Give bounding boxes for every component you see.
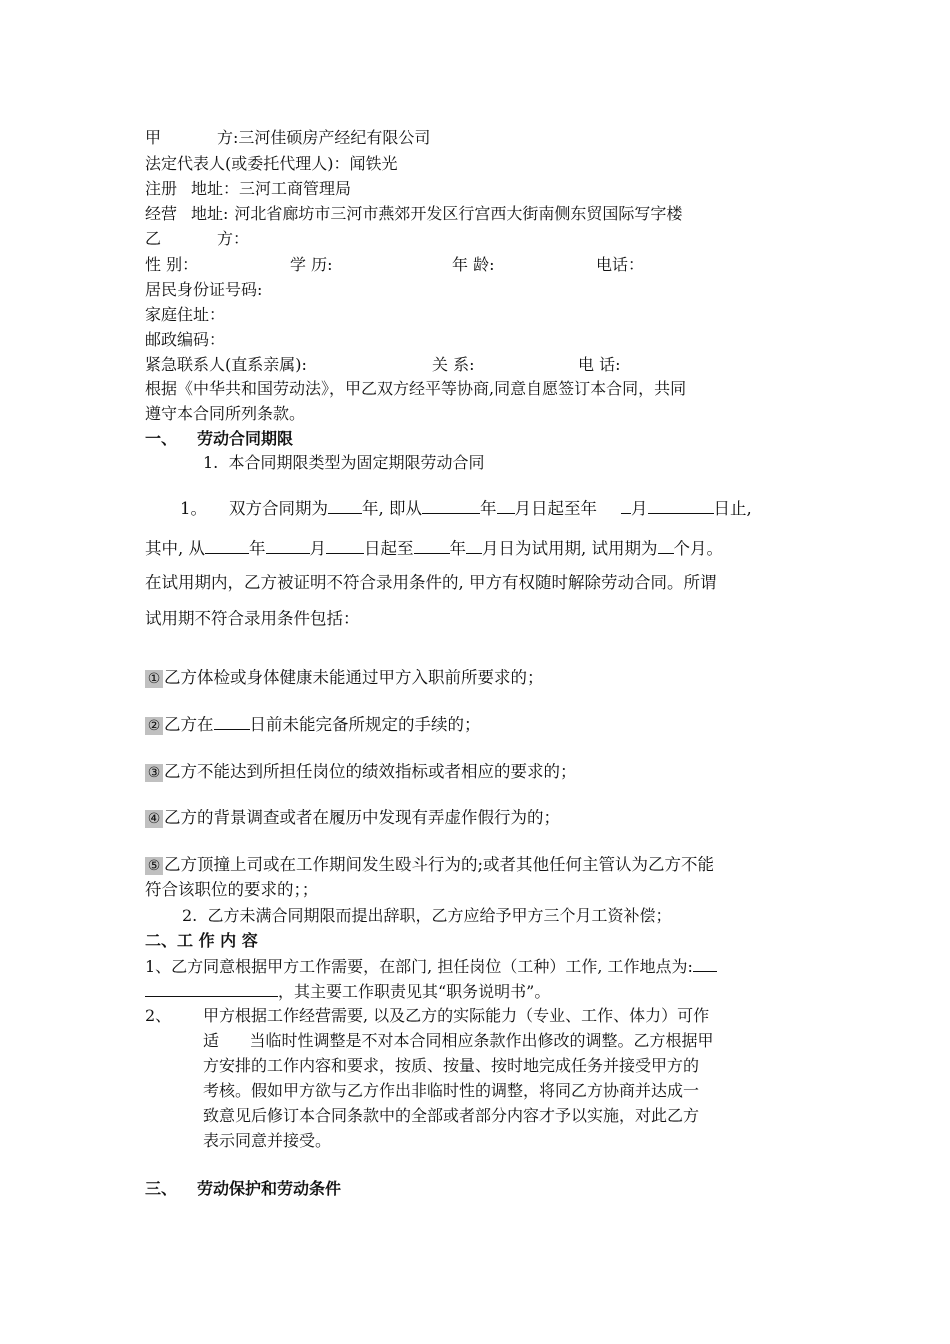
- registered-address-line: 注册 地址：三河工商管理局: [145, 179, 352, 198]
- circled-number-4: ④: [145, 810, 163, 828]
- section-1-heading: 一、 劳动合同期限: [145, 429, 294, 448]
- education-label: 学 历:: [290, 255, 333, 274]
- section-2-para-1-line-1: 1、乙方同意根据甲方工作需要，在部门, 担任岗位（工种）工作, 工作地点为:: [145, 955, 717, 978]
- section-2-para-2-line-4: 考核。假如甲方欲与乙方作出非临时性的调整，将同乙方协商并达成一: [203, 1081, 700, 1100]
- phone-label: 电话：: [596, 255, 645, 274]
- section-2-para-2-line-6: 表示同意并接受。: [203, 1131, 332, 1150]
- section-1-item-1: 1. 本合同期限类型为固定期限劳动合同: [203, 453, 485, 472]
- legal-rep-line: 法定代表人(或委托代理人)：闻铁光: [145, 154, 398, 173]
- age-label: 年 龄:: [452, 255, 495, 274]
- section-2-para-1-line-2: ，其主要工作职责见其“职务说明书”。: [145, 980, 550, 1003]
- condition-item-1: ① 乙方体检或身体健康未能通过甲方入职前所要求的；: [145, 667, 544, 689]
- circled-number-1: ①: [145, 670, 163, 688]
- condition-item-2: ② 乙方在 日前未能完备所规定的手续的；: [145, 713, 481, 736]
- operating-address-line: 经营 地址: 河北省廊坊市三河市燕郊开发区行宫西大街南侧东贸国际写字楼: [145, 204, 683, 223]
- circled-number-3: ③: [145, 764, 163, 782]
- circled-number-5: ⑤: [145, 857, 163, 875]
- postcode-label: 邮政编码：: [145, 330, 226, 349]
- section-2-para-2-line-3: 方安排的工作内容和要求，按质、按量、按时地完成任务并接受甲方的: [203, 1056, 700, 1075]
- section-2-para-2-line-5: 致意见后修订本合同条款中的全部或者部分内容才予以实施，对此乙方: [203, 1106, 700, 1125]
- term-paragraph-line-2: 其中, 从 年 月 日起至 年 月日为试用期, 试用期为 个月。: [145, 539, 723, 558]
- term-paragraph-line-3: 在试用期内，乙方被证明不符合录用条件的, 甲方有权随时解除劳动合同。所谓: [145, 573, 717, 592]
- circled-number-2: ②: [145, 717, 163, 735]
- emergency-phone-label: 电 话:: [578, 355, 621, 374]
- term-paragraph-line-4: 试用期不符合录用条件包括：: [145, 609, 360, 628]
- section-1-item-2: 2. 乙方未满合同期限而提出辞职，乙方应给予甲方三个月工资补偿；: [182, 906, 672, 925]
- emergency-contact-label: 紧急联系人(直系亲属):: [145, 355, 307, 374]
- section-3-heading: 三、 劳动保护和劳动条件: [145, 1179, 342, 1198]
- condition-item-3: ③ 乙方不能达到所担任岗位的绩效指标或者相应的要求的；: [145, 761, 577, 783]
- condition-item-5-cont: 符合该职位的要求的；；: [145, 880, 319, 899]
- party-b-line: 乙 方：: [145, 229, 250, 248]
- term-paragraph-line-1: 1。 双方合同期为 年, 即从 年 月日起至年 月 日止,: [180, 499, 752, 518]
- preamble-line-2: 遵守本合同所列条款。: [145, 404, 306, 423]
- section-2-para-2-line-2: 适 当临时性调整是不对本合同相应条款作出修改的调整。乙方根据甲: [203, 1031, 714, 1050]
- id-number-label: 居民身份证号码:: [145, 280, 263, 299]
- section-2-heading: 二、工 作 内 容: [145, 931, 258, 950]
- condition-item-4: ④ 乙方的背景调查或者在履历中发现有弄虚作假行为的；: [145, 807, 560, 829]
- gender-label: 性 别：: [145, 255, 199, 274]
- condition-item-5: ⑤ 乙方顶撞上司或在工作期间发生殴斗行为的;或者其他任何主管认为乙方不能: [145, 854, 714, 876]
- home-address-label: 家庭住址：: [145, 305, 226, 324]
- relationship-label: 关 系:: [432, 355, 475, 374]
- section-2-para-2-line-1: 甲方根据工作经营需要, 以及乙方的实际能力（专业、工作、体力）可作: [203, 1006, 710, 1025]
- party-a-line: 甲 方:三河佳硕房产经纪有限公司: [145, 128, 431, 147]
- section-2-para-2-number: 2、: [145, 1006, 172, 1025]
- preamble-line-1: 根据《中华共和国劳动法》，甲乙双方经平等协商,同意自愿签订本合同，共同: [145, 379, 687, 398]
